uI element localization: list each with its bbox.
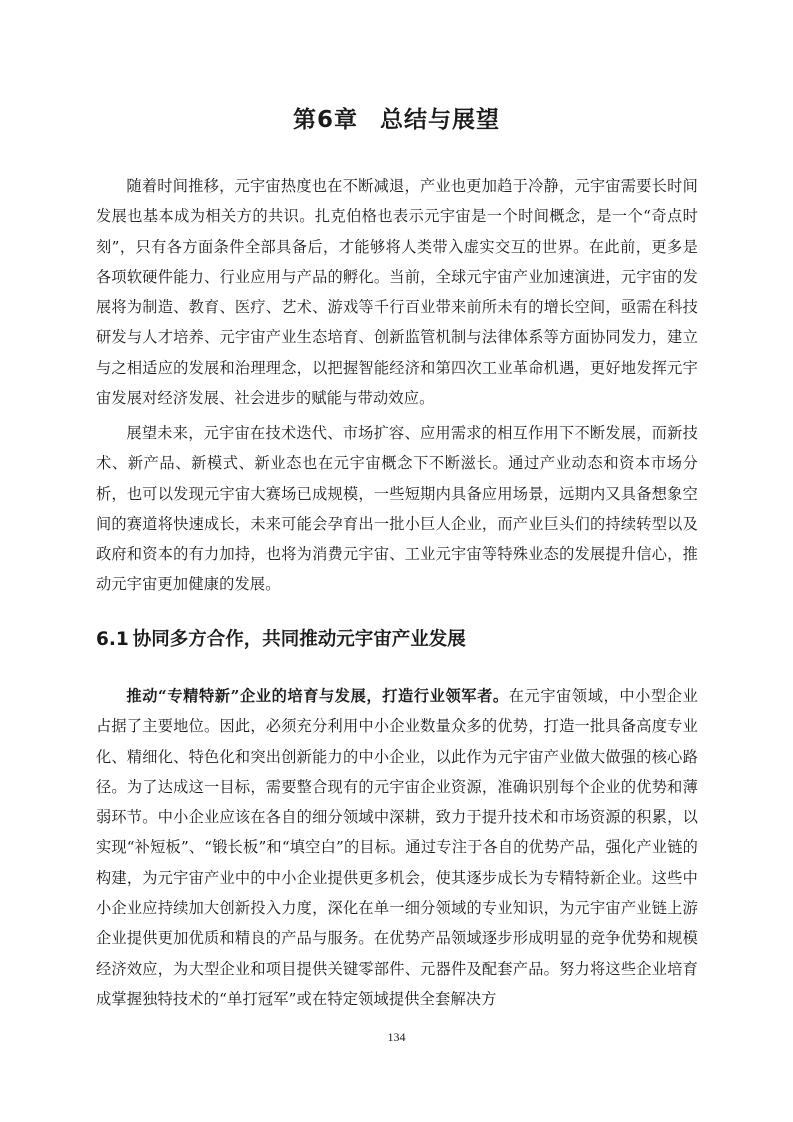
section-title-text: 协同多方合作，共同推动元宇宙产业发展 xyxy=(132,629,466,650)
paragraph-text: 随着时间推移，元宇宙热度也在不断减退，产业也更加趋于冷静，元宇宙需要长时间发展也基本成为相关方的共识。扎克伯格也表示元宇宙是一个时间概念，是一个“奇点时刻”，只有各方面条件全部具备后，才能够将人类带入虚实交互的世界。在此前，更多是各项软硬件能力、行业应用与产品的孵化。当前，全球元宇宙产业加速演进，元宇宙的发展将为制造、教育、医疗、艺术、游戏等千行百业带来前所未有的增长空间，亟需在科技研发与人才培养、元宇宙产业生态培育、创新监管机制与法律体系等方面协同发力，建立与之相适应的发展和治理理念，以把握智能经济和第四次工业革命机遇，更好地发挥元宇宙发展对经济发展、社会进步的赋能与带动效应。 xyxy=(96,177,698,408)
section-body-text: 在元宇宙领域，中小型企业占据了主要地位。因此，必须充分利用中小企业数量众多的优势，打造一批具备高度专业化、精细化、特色化和突出创新能力的中小企业，以此作为元宇宙产业做大做强的核心路径。为了达成这一目标，需要整合现有的元宇宙企业资源，准确识别每个企业的优势和薄弱环节。中小企业应该在各自的细分领域中深耕，致力于提升技术和市场资源的积累，以实现“补短板”、“锻长板”和“填空白”的目标。通过专注于各自的优势产品，强化产业链的构建，为元宇宙产业中的中小企业提供更多机会，使其逐步成长为专精特新企业。这些中小企业应持续加大创新投入力度，深化在单一细分领域的专业知识，为元宇宙产业链上游企业提供更加优质和精良的产品与服务。在优势产品领域逐步形成明显的竞争优势和规模经济效应，为大型企业和项目提供关键零部件、元器件及配套产品。努力将这些企业培育成掌握独特技术的“单打冠军”或在特定领域提供全套解决方 xyxy=(96,687,698,1008)
chapter-title-text: 总结与展望 xyxy=(380,107,500,133)
section-number: 6.1 xyxy=(96,629,129,650)
chapter-title xyxy=(0,104,793,136)
intro-paragraph-2 xyxy=(96,418,698,600)
page-number: 134 xyxy=(387,1030,406,1044)
chapter-number: 第6章 xyxy=(292,107,358,133)
lead-sentence: 推动“专精特新”企业的培育与发展，打造行业领军者。 xyxy=(126,687,509,705)
paragraph-text: 展望未来，元宇宙在技术迭代、市场扩容、应用需求的相互作用下不断发展，而新技术、新产品、新模式、新业态也在元宇宙概念下不断滋长。通过产业动态和资本市场分析，也可以发现元宇宙大赛场已成规模，一些短期内具备应用场景，远期内又具备想象空间的赛道将快速成长，未来可能会孕育出一批小巨人企业，而产业巨头们的持续转型以及政府和资本的有力加持，也将为消费元宇宙、工业元宇宙等特殊业态的发展提升信心，推动元宇宙更加健康的发展。 xyxy=(96,424,698,594)
section-paragraph xyxy=(96,681,698,1014)
paragraph-text xyxy=(96,681,698,1014)
intro-paragraph-1 xyxy=(96,171,698,413)
section-heading xyxy=(96,626,698,654)
